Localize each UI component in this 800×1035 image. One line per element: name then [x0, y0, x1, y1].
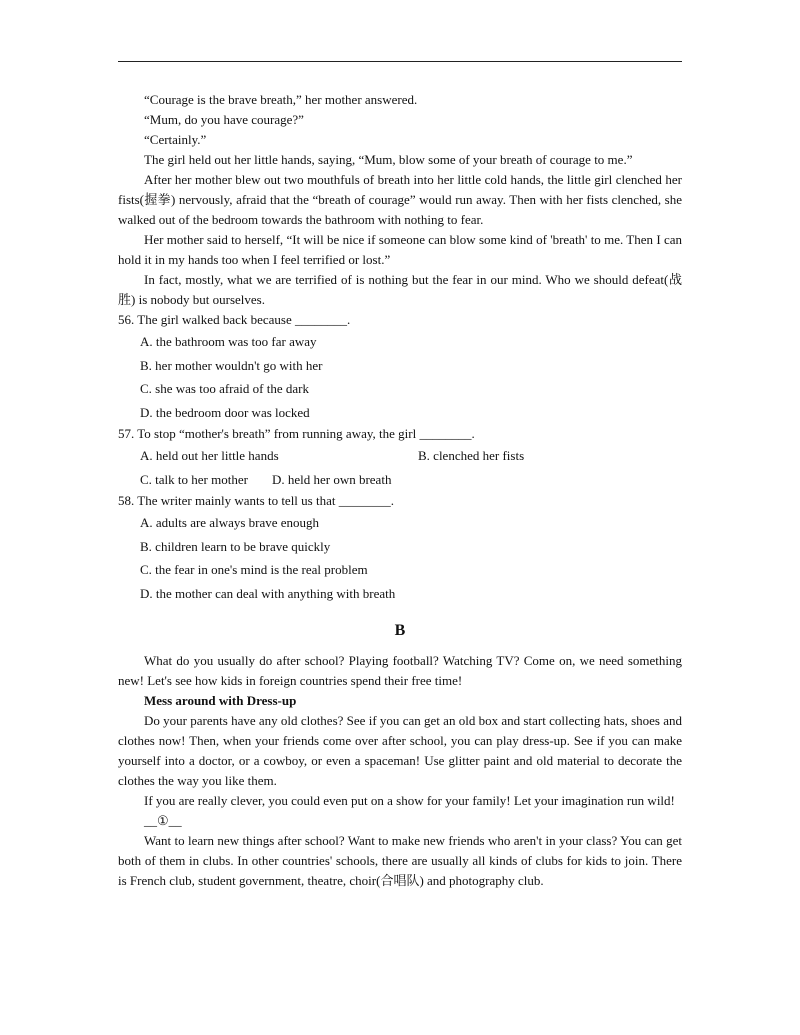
option-c: C. she was too afraid of the dark: [140, 381, 309, 396]
passage-a-paragraph: In fact, mostly, what we are terrified of is nothing but the fear in our mind. Who we should defeat(战胜) is nobody but ourselves.: [118, 272, 682, 307]
option-d: D. held her own breath: [271, 471, 392, 487]
option-row: [118, 468, 682, 492]
section-b-title: B: [394, 622, 406, 639]
question-57: [118, 424, 682, 491]
option-d: D. the bedroom door was locked: [140, 404, 310, 420]
question-56: [118, 310, 682, 424]
passage-a-paragraph: “Courage is the brave breath,” her mother answered.: [144, 92, 418, 107]
question-stem: 56. The girl walked back because ________.: [118, 312, 351, 327]
section-b-paragraph: Want to learn new things after school? Want to make new friends who aren't in your class? You can get both of them in clubs. In other countries' schools, there are usually all kinds of clubs for kids to join. There is French club, student government, theatre, choir(合唱队) and photography club.: [118, 833, 682, 888]
passage-a-paragraph: Her mother said to herself, “It will be nice if someone can blow some kind of 'breath' to me. Then I can hold it in my hands too when I feel terrified or lost.”: [118, 232, 682, 267]
section-b-heading: Mess around with Dress-up: [144, 693, 297, 708]
passage-a-paragraph: “Certainly.”: [144, 132, 207, 147]
option-b: B. children learn to be brave quickly: [140, 538, 331, 554]
option-b: B. clenched her fists: [418, 448, 525, 463]
option-d: D. the mother can deal with anything with breath: [140, 585, 396, 601]
option-a: A. the bathroom was too far away: [140, 334, 317, 349]
question-stem: 57. To stop “mother's breath” from running away, the girl ________.: [118, 426, 475, 441]
question-stem: 58. The writer mainly wants to tell us that ________.: [118, 493, 394, 508]
option-a: A. adults are always brave enough: [140, 515, 320, 530]
option-b: B. her mother wouldn't go with her: [140, 357, 323, 373]
section-b-intro: What do you usually do after school? Playing football? Watching TV? Come on, we need something new! Let's see how kids in foreign countries spend their free time!: [118, 653, 682, 688]
option-c: C. the fear in one's mind is the real problem: [140, 562, 368, 577]
passage-a-paragraph: After her mother blew out two mouthfuls of breath into her little cold hands, the little girl clenched her fists(握拳) nervously, afraid that the “breath of courage” would run away. Then with her fists clenched, she walked out of the bedroom towards the bathroom with nothing to fear.: [118, 172, 682, 227]
header-rule: [118, 61, 682, 62]
option-row: [118, 444, 682, 468]
passage-a-paragraph: “Mum, do you have courage?”: [144, 112, 304, 127]
option-a: A. held out her little hands: [140, 448, 279, 463]
question-58: [118, 491, 682, 605]
section-b-paragraph: If you are really clever, you could even put on a show for your family! Let your imagination run wild!: [144, 793, 675, 808]
section-b-paragraph: Do your parents have any old clothes? See if you can get an old box and start collecting hats, shoes and clothes now! Then, when your friends come over after school, you can play dress-up. See if you can make yourself into a doctor, or a cowboy, or even a spaceman! Use glitter paint and old material to decorate the clothes the way you like them.: [118, 713, 682, 788]
passage-a-paragraph: The girl held out her little hands, saying, “Mum, blow some of your breath of courage to me.”: [144, 152, 633, 167]
option-c: C. talk to her mother: [140, 471, 248, 487]
blank-1: __①__: [144, 813, 182, 828]
document-body: [118, 90, 682, 891]
